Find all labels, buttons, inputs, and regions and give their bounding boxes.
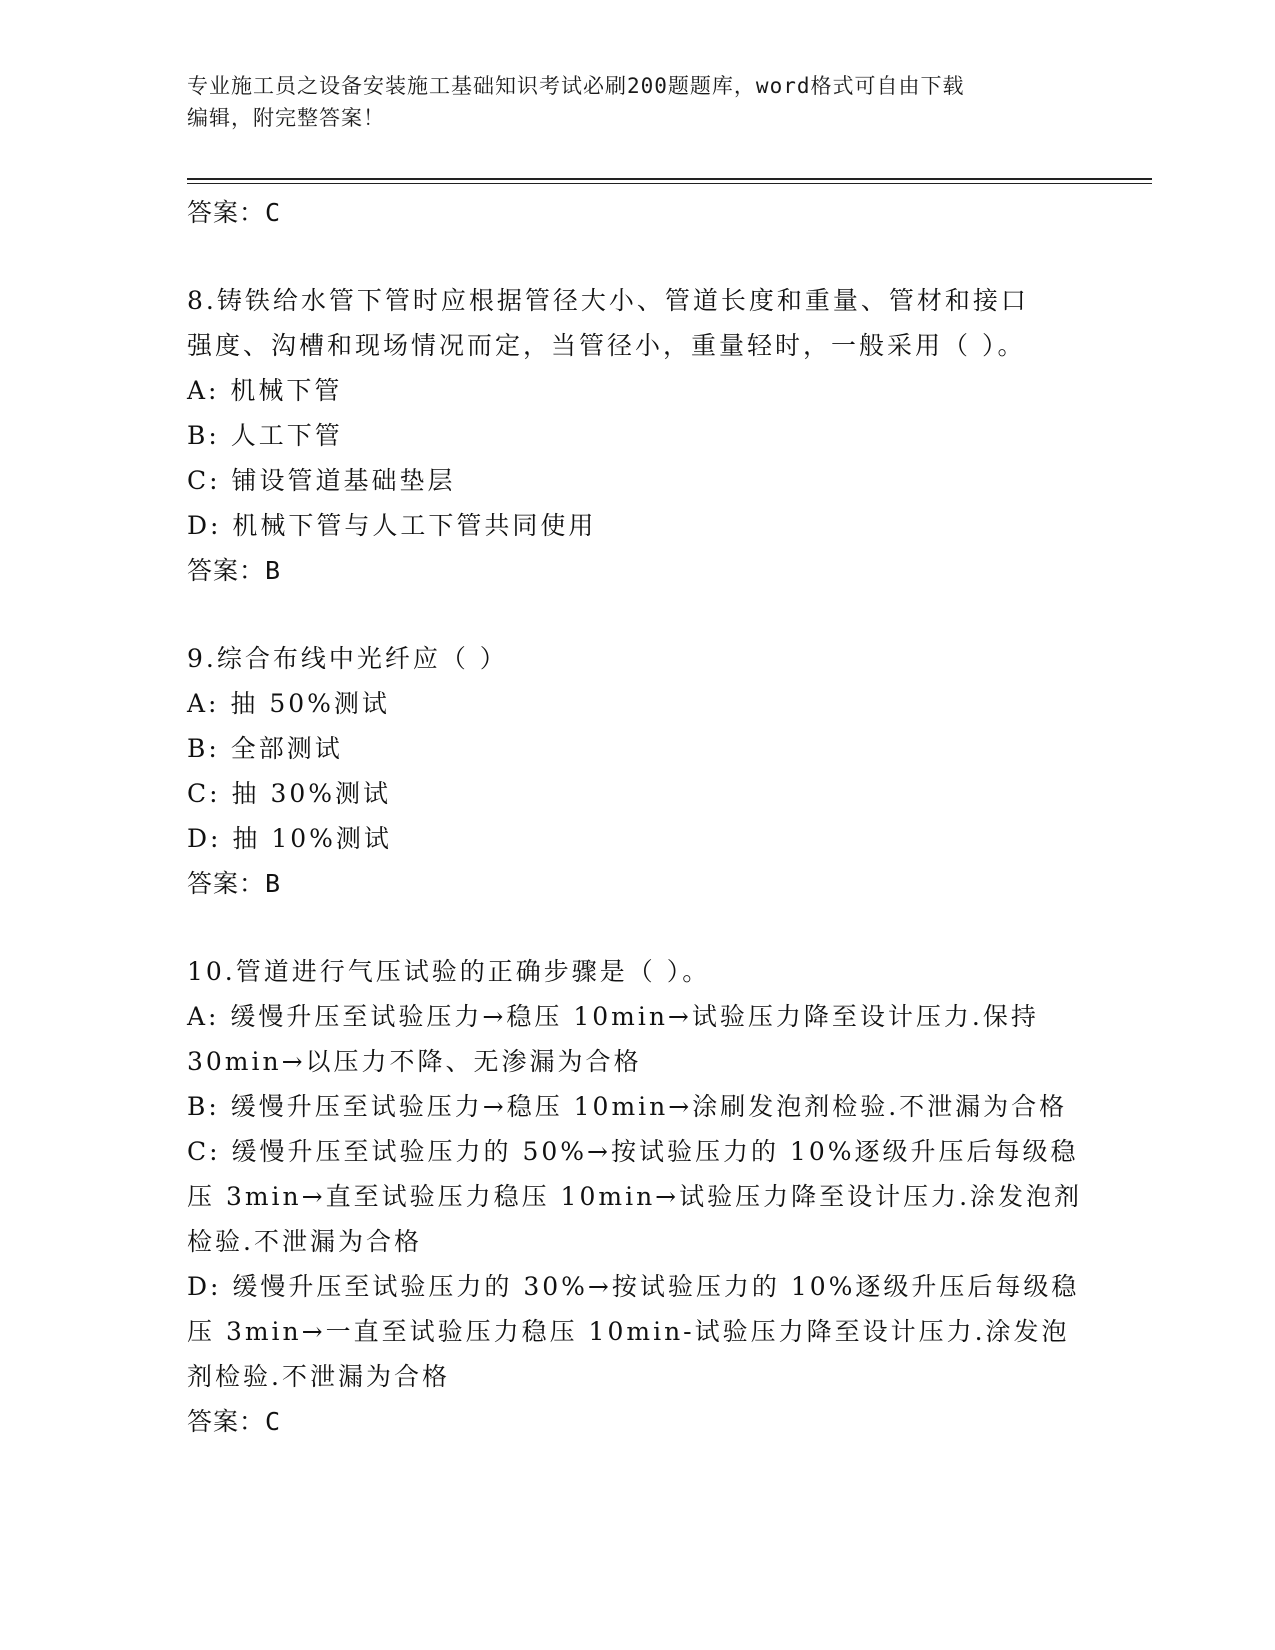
option-b: B: 缓慢升压至试验压力→稳压 10min→涂刷发泡剂检验.不泄漏为合格	[187, 1092, 1068, 1121]
question-block-8	[187, 278, 1107, 593]
option-d-continued: 压 3min→一直至试验压力稳压 10min-试验压力降至设计压力.涂发泡	[187, 1317, 1070, 1346]
header-line-1: 专业施工员之设备安装施工基础知识考试必刷200题题库，word格式可自由下载	[187, 74, 965, 98]
option-c: C: 缓慢升压至试验压力的 50%→按试验压力的 10%逐级升压后每级稳	[187, 1137, 1079, 1166]
header-divider-thin	[187, 183, 1152, 184]
question-block-9	[187, 636, 1107, 906]
page-header	[187, 70, 1087, 134]
option-a: A: 缓慢升压至试验压力→稳压 10min→试验压力降至设计压力.保持	[187, 1002, 1039, 1031]
option-d-continued: 剂检验.不泄漏为合格	[187, 1362, 450, 1391]
spacer	[187, 906, 1107, 949]
option-d: D: 机械下管与人工下管共同使用	[187, 511, 597, 540]
answer-label: 答案：C	[187, 1407, 282, 1436]
option-a: A: 机械下管	[187, 376, 343, 405]
spacer	[187, 593, 1107, 636]
option-d: D: 抽 10%测试	[187, 824, 392, 853]
option-c: C: 铺设管道基础垫层	[187, 466, 456, 495]
question-stem: 10.管道进行气压试验的正确步骤是（ ）。	[187, 957, 711, 986]
spacer	[187, 235, 1107, 278]
option-a-continued: 30min→以压力不降、无渗漏为合格	[187, 1047, 642, 1076]
answer-label: 答案：B	[187, 869, 282, 898]
answer-label: 答案：C	[187, 198, 282, 227]
question-stem: 强度、沟槽和现场情况而定，当管径小，重量轻时，一般采用（ ）。	[187, 331, 1026, 360]
option-c-continued: 压 3min→直至试验压力稳压 10min→试验压力降至设计压力.涂发泡剂	[187, 1182, 1083, 1211]
question-stem: 8.铸铁给水管下管时应根据管径大小、管道长度和重量、管材和接口	[187, 286, 1029, 315]
option-c: C: 抽 30%测试	[187, 779, 392, 808]
header-line-2: 编辑，附完整答案！	[187, 106, 385, 130]
header-divider-thick	[187, 178, 1152, 180]
answer-block-7	[187, 190, 1107, 235]
question-list	[187, 190, 1107, 1444]
option-b: B: 全部测试	[187, 734, 343, 763]
option-a: A: 抽 50%测试	[187, 689, 390, 718]
option-d: D: 缓慢升压至试验压力的 30%→按试验压力的 10%逐级升压后每级稳	[187, 1272, 1080, 1301]
option-c-continued: 检验.不泄漏为合格	[187, 1227, 422, 1256]
question-stem: 9.综合布线中光纤应（ ）	[187, 644, 508, 673]
question-block-10	[187, 949, 1107, 1444]
option-b: B: 人工下管	[187, 421, 343, 450]
answer-label: 答案：B	[187, 556, 282, 585]
